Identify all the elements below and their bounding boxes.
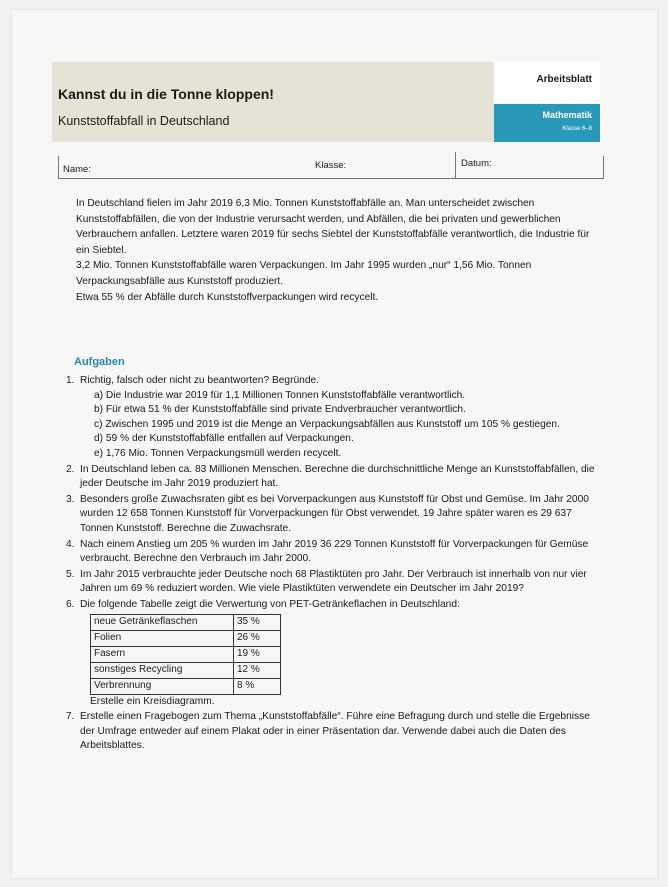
task-number: 2. (66, 463, 75, 475)
subtask-c: c) Zwischen 1995 und 2019 ist die Menge an Verpackungsabfällen aus Kunststoff um 105 % gestiegen. (94, 418, 560, 430)
table-cell: 35 % (234, 614, 281, 630)
header-side-panel (494, 62, 600, 142)
task-number: 5. (66, 568, 75, 580)
table-cell: sonstiges Recycling (91, 662, 234, 678)
subject-badge (494, 104, 600, 142)
table-cell: 26 % (234, 630, 281, 646)
task-item (66, 538, 596, 567)
task-text: In Deutschland leben ca. 83 Millionen Menschen. Berechne die durchschnittliche Menge an Kunststoffabfällen, die jeder Deutsche im Jahr 2019 produziert hat. (80, 463, 595, 490)
intro-paragraph: Etwa 55 % der Abfälle durch Kunststoffverpackungen wird recycelt. (76, 291, 379, 303)
task-number: 4. (66, 538, 75, 550)
date-label: Datum: (461, 158, 492, 169)
intro-text (76, 196, 602, 305)
table-cell: Verbrennung (91, 678, 234, 694)
task-text: Im Jahr 2015 verbrauchte jeder Deutsche noch 68 Plastiktüten pro Jahr. Der Verbrauch ist innerhalb von nur vier Jahren um 69 % reduziert worden. Wie viele Plastiktüten verwendete ein Deutscher im Jahr 2019? (80, 568, 587, 595)
task-text: Erstelle ein Kreisdiagramm. (90, 695, 215, 707)
table-row (91, 662, 281, 678)
header-title-panel (52, 62, 494, 142)
table-row (91, 614, 281, 630)
intro-paragraph: 3,2 Mio. Tonnen Kunststoffabfälle waren Verpackungen. Im Jahr 1995 wurden „nur“ 1,56 Mio. Tonnen Verpackungsabfälle aus Kunststoff produziert. (76, 260, 532, 287)
table-cell: 12 % (234, 662, 281, 678)
table-cell: 19 % (234, 646, 281, 662)
worksheet-label: Arbeitsblatt (536, 74, 592, 85)
task-item (66, 710, 596, 754)
worksheet-subtitle: Kunststoffabfall in Deutschland (58, 114, 230, 128)
worksheet-header (52, 62, 600, 142)
table-row (91, 678, 281, 694)
task-text: Richtig, falsch oder nicht zu beantworten? Begründe. (80, 375, 319, 386)
task-number: 1. (66, 375, 75, 386)
task-text: Die folgende Tabelle zeigt die Verwertung von PET-Getränkeflachen in Deutschland: (80, 598, 460, 610)
table-row (91, 646, 281, 662)
student-info-row (58, 156, 604, 179)
tasks-heading: Aufgaben (74, 356, 125, 368)
task-item (66, 463, 596, 492)
task-item (66, 374, 596, 462)
task-text: Besonders große Zuwachsraten gibt es bei Vorverpackungen aus Kunststoff für Obst und Gemüse. Im Jahr 2000 wurden 12 658 Tonnen Kunststoff für Vorverpackungen für Obst verwendet. 19 Jahre später waren es 29 637 Tonnen Kunststoff. Berechne die Zuwachsrate. (80, 493, 589, 534)
subject-name: Mathematik (542, 110, 592, 120)
worksheet-page (12, 10, 657, 878)
class-label: Klasse: (315, 160, 347, 171)
grade-level: Klasse 6–8 (562, 126, 592, 132)
subtask-d: d) 59 % der Kunststoffabfälle entfallen auf Verpackungen. (94, 433, 354, 445)
subtask-b: b) Für etwa 51 % der Kunststoffabfälle sind private Endverbraucher verantwortlich. (94, 404, 466, 416)
task-item (66, 568, 596, 597)
intro-paragraph: In Deutschland fielen im Jahr 2019 6,3 Mio. Tonnen Kunststoffabfälle an. Man unterscheidet zwischen Kunststoffabfällen, die von der Industrie verursacht werden, und Abfällen, die bei privaten und gewerblichen Verbrauchern anfallen. Letztere waren 2019 für sechs Siebtel der Kunststoffabfälle verantwortlich, die Industrie für ein Siebtel. (76, 198, 590, 256)
task-item (66, 493, 596, 537)
table-row (91, 630, 281, 646)
table-cell: Folien (91, 630, 234, 646)
task-text: Erstelle einen Fragebogen zum Thema „Kunststoffabfälle“. Führe eine Befragung durch und stelle die Ergebnisse der Umfrage entweder auf einem Plakat oder in einer Präsentation dar. Verwende dabei auch die Daten des Arbeitsblattes. (80, 711, 590, 752)
task-number: 7. (66, 711, 75, 723)
field-divider (455, 152, 456, 178)
task-item (66, 598, 596, 709)
table-cell: neue Getränkeflaschen (91, 614, 234, 630)
task-list (66, 374, 596, 755)
table-cell: 8 % (234, 678, 281, 694)
worksheet-title: Kannst du in die Tonne kloppen! (58, 86, 274, 102)
name-label: Name: (63, 164, 91, 175)
table-cell: Fasern (91, 646, 234, 662)
task-number: 3. (66, 493, 75, 505)
subtask-a: a) Die Industrie war 2019 für 1,1 Millionen Tonnen Kunststoffabfälle verantwortlich. (94, 389, 466, 401)
subtask-e: e) 1,76 Mio. Tonnen Verpackungsmüll werden recycelt. (94, 447, 342, 459)
pet-recycling-table (90, 614, 281, 695)
task-text: Nach einem Anstieg um 205 % wurden im Jahr 2019 36 229 Tonnen Kunststoff für Vorverpackungen für Gemüse verbraucht. Berechne den Verbrauch im Jahr 2000. (80, 538, 589, 565)
task-number: 6. (66, 598, 75, 610)
